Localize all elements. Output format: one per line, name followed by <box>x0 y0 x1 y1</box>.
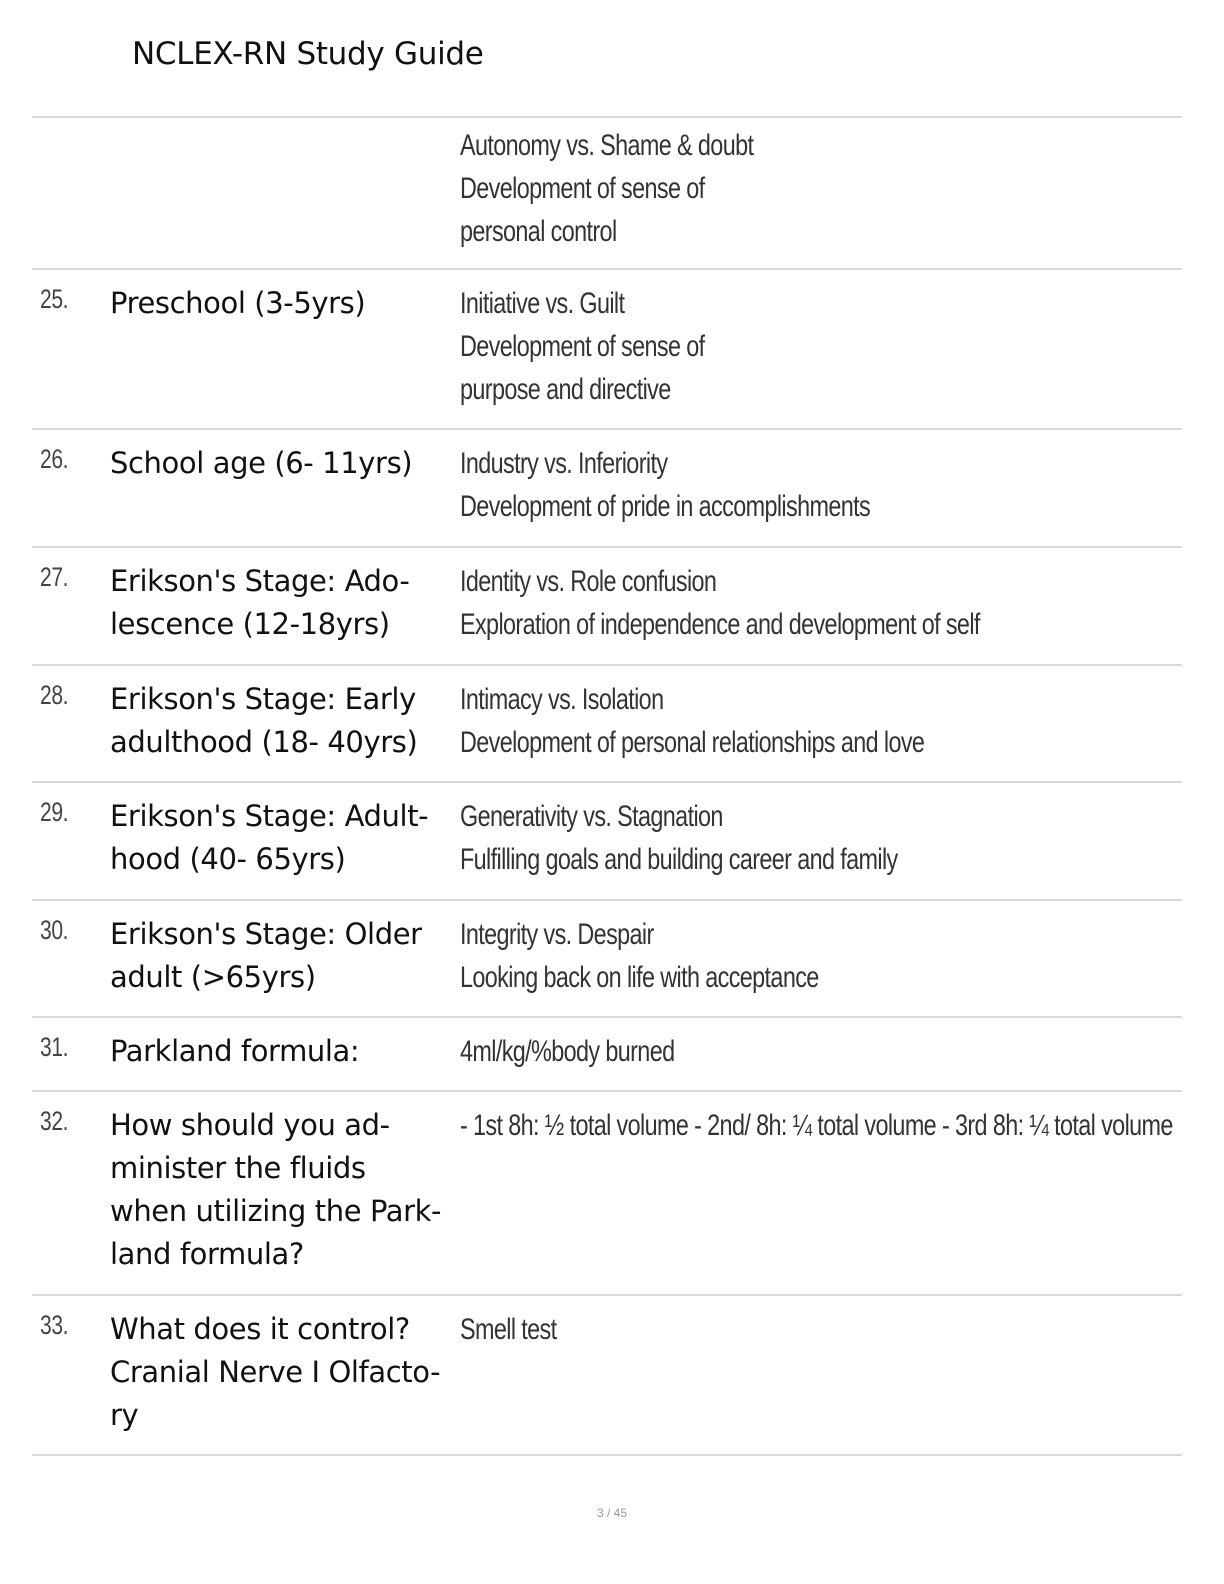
definition <box>460 560 980 646</box>
table-row <box>32 1090 1182 1294</box>
card-number: 30. <box>40 915 69 945</box>
term-line: hood (40- 65yrs) <box>110 842 346 876</box>
definition-line: Development of sense of <box>460 172 705 205</box>
definition-line: Generativity vs. Stagnation <box>460 800 723 833</box>
table-row <box>32 428 1182 546</box>
term-line: How should you ad- <box>110 1108 390 1142</box>
term <box>110 678 455 764</box>
definition-line: Development of pride in accomplishments <box>460 490 871 523</box>
definition-line: Autonomy vs. Shame & doubt <box>460 129 754 162</box>
definition-line: Initiative vs. Guilt <box>460 287 625 320</box>
definition-line: Intimacy vs. Isolation <box>460 683 664 716</box>
table-row <box>32 1016 1182 1090</box>
flashcard-table <box>32 116 1182 1456</box>
term-line: minister the fluids <box>110 1151 366 1185</box>
term-line: Erikson's Stage: Early <box>110 682 416 716</box>
term-line: lescence (12-18yrs) <box>110 607 390 641</box>
definition <box>460 1308 557 1351</box>
definition <box>460 913 819 999</box>
term <box>110 1104 455 1276</box>
card-number: 26. <box>40 444 69 474</box>
definition-line: personal control <box>460 215 617 248</box>
table-row <box>32 781 1182 899</box>
definition <box>460 442 870 528</box>
term-line: Erikson's Stage: Adult- <box>110 799 429 833</box>
definition-line: Looking back on life with acceptance <box>460 961 819 994</box>
page-title: NCLEX-RN Study Guide <box>132 36 484 72</box>
table-row <box>32 1294 1182 1456</box>
term-line: ry <box>110 1398 139 1432</box>
table-row <box>32 899 1182 1016</box>
card-number: 29. <box>40 797 69 827</box>
term-line: land formula? <box>110 1237 304 1271</box>
term-line: Cranial Nerve I Olfacto- <box>110 1355 441 1389</box>
card-number: 28. <box>40 680 69 710</box>
table-row <box>32 268 1182 428</box>
term <box>110 560 455 646</box>
definition-line: Fulfilling goals and building career and family <box>460 843 898 876</box>
card-number: 25. <box>40 284 69 314</box>
definition-line: Development of personal relationships and love <box>460 726 925 759</box>
term-line: Preschool (3-5yrs) <box>110 286 366 320</box>
term-line: adult (>65yrs) <box>110 960 316 994</box>
definition <box>460 124 753 253</box>
table-row <box>32 116 1182 268</box>
term <box>110 795 455 881</box>
definition-line: Development of sense of <box>460 330 705 363</box>
term-line: adulthood (18- 40yrs) <box>110 725 418 759</box>
table-row <box>32 664 1182 781</box>
term-line: Erikson's Stage: Ado- <box>110 564 410 598</box>
definition-line: - 1st 8h: ½ total volume - 2nd/ 8h: ¼ total volume - 3rd 8h: ¼ total volume <box>460 1109 1173 1142</box>
term-line: Parkland formula: <box>110 1034 360 1068</box>
card-number: 33. <box>40 1310 69 1340</box>
definition <box>460 795 898 881</box>
term <box>110 282 455 325</box>
definition-line: Smell test <box>460 1313 557 1346</box>
term-line: What does it control? <box>110 1312 410 1346</box>
table-row <box>32 546 1182 664</box>
card-number: 32. <box>40 1106 69 1136</box>
term <box>110 913 455 999</box>
definition-line: purpose and directive <box>460 373 671 406</box>
card-number: 31. <box>40 1032 69 1062</box>
term-line: School age (6- 11yrs) <box>110 446 413 480</box>
term <box>110 442 455 485</box>
definition-line: Identity vs. Role confusion <box>460 565 717 598</box>
page-number: 3 / 45 <box>596 1506 628 1520</box>
card-number: 27. <box>40 562 69 592</box>
term <box>110 1030 455 1073</box>
definition-line: Exploration of independence and development of self <box>460 608 980 641</box>
definition-line: Industry vs. Inferiority <box>460 447 668 480</box>
definition <box>460 1104 1173 1147</box>
definition <box>460 1030 674 1073</box>
term-line: Erikson's Stage: Older <box>110 917 422 951</box>
definition-line: Integrity vs. Despair <box>460 918 654 951</box>
definition-line: 4ml/kg/%body burned <box>460 1035 675 1068</box>
definition <box>460 678 924 764</box>
definition <box>460 282 705 411</box>
term-line: when utilizing the Park- <box>110 1194 442 1228</box>
term <box>110 1308 455 1437</box>
